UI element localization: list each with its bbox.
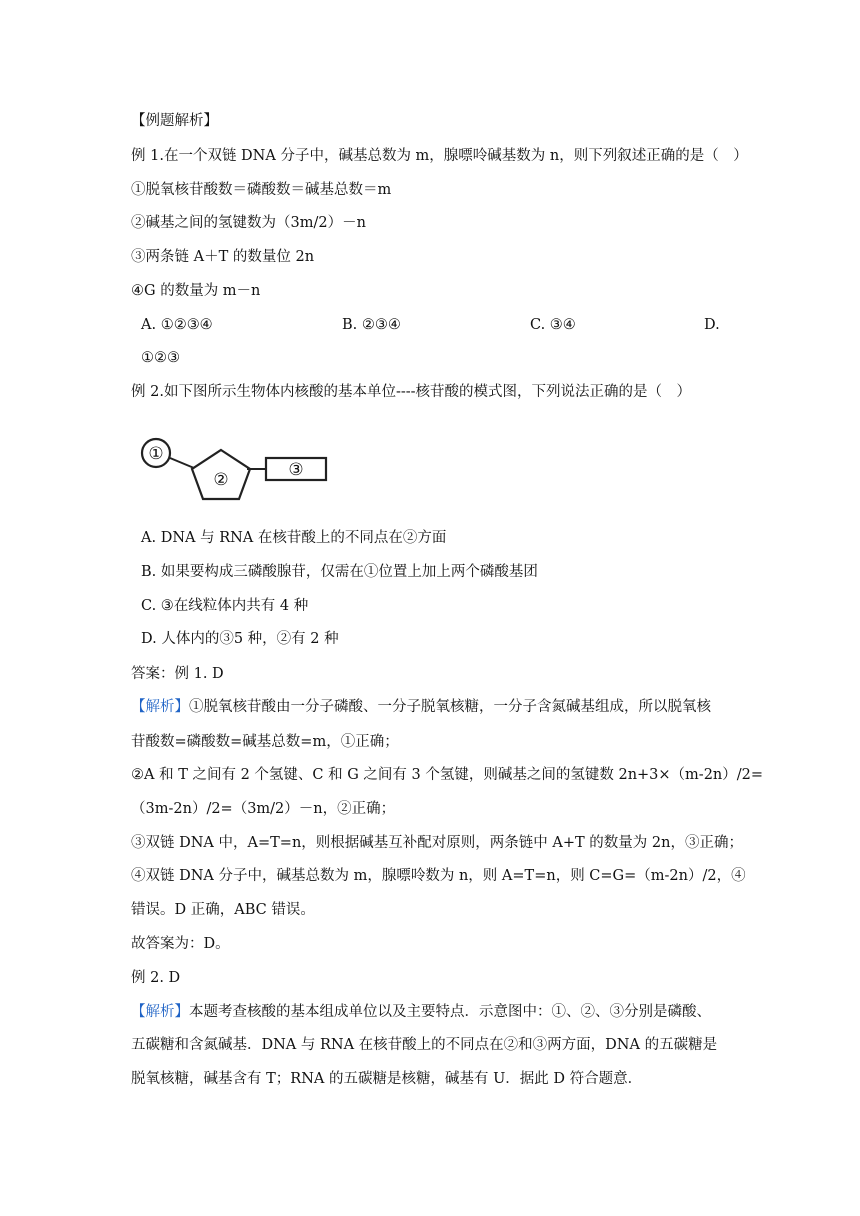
analysis-1-line-2: 苷酸数=磷酸数=碱基总数=m，①正确； <box>131 734 399 750</box>
phosphate-bond <box>170 458 194 468</box>
q2-option-d: D. 人体内的③5 种，②有 2 种 <box>141 631 339 647</box>
q1-option-d-wrap: ①②③ <box>141 350 180 366</box>
nucleotide-diagram <box>139 432 339 507</box>
q1-item-4: ④G 的数量为 m－n <box>131 283 261 299</box>
label-1: ① <box>148 444 164 464</box>
q1-item-3: ③两条链 A＋T 的数量位 2n <box>131 249 315 265</box>
q1-option-c: C. ③④ <box>530 317 576 333</box>
section-title: 【例题解析】 <box>131 113 218 129</box>
analysis-2-line-1: 【解析】本题考查核酸的基本组成单位以及主要特点．示意图中：①、②、③分别是磷酸、 <box>131 1004 711 1020</box>
label-3: ③ <box>288 460 304 480</box>
q1-option-d: D. <box>704 317 720 333</box>
q2-option-b: B. 如果要构成三磷酸腺苷，仅需在①位置上加上两个磷酸基团 <box>141 564 538 580</box>
analysis-1-line-7: 错误。D 正确，ABC 错误。 <box>131 902 315 918</box>
analysis-tag: 【解析】 <box>131 699 189 715</box>
q2-stem: 例 2.如下图所示生物体内核酸的基本单位----核苷酸的模式图，下列说法正确的是（ ） <box>131 384 692 400</box>
final-answer-1: 故答案为：D。 <box>131 936 230 952</box>
analysis-1-line-6: ④双链 DNA 分子中，碱基总数为 m，腺嘌呤数为 n，则 A=T=n，则 C=G=（m-2n）/2，④ <box>131 868 746 884</box>
analysis-1-line-4: （3m-2n）/2=（3m/2）－n，②正确； <box>131 801 396 817</box>
q1-stem: 例 1.在一个双链 DNA 分子中，碱基总数为 m，腺嘌呤碱基数为 n，则下列叙述正确的是（ ） <box>131 148 748 164</box>
answer-2: 例 2. D <box>131 970 181 986</box>
q2-option-a: A. DNA 与 RNA 在核苷酸上的不同点在②方面 <box>141 530 447 546</box>
q1-option-a: A. ①②③④ <box>141 317 213 333</box>
analysis-2-line-2: 五碳糖和含氮碱基．DNA 与 RNA 在核苷酸上的不同点在②和③两方面，DNA 的五碳糖是 <box>131 1037 718 1053</box>
q1-item-1: ①脱氧核苷酸数＝磷酸数＝碱基总数＝m <box>131 182 392 198</box>
analysis-2-line-3: 脱氧核糖，碱基含有 T；RNA 的五碳糖是核糖，碱基有 U．据此 D 符合题意． <box>131 1071 643 1087</box>
q2-option-c: C. ③在线粒体内共有 4 种 <box>141 598 309 614</box>
answer-1: 答案：例 1. D <box>131 666 224 682</box>
q1-option-b: B. ②③④ <box>342 317 401 333</box>
analysis-1-line-1: 【解析】①脱氧核苷酸由一分子磷酸、一分子脱氧核糖，一分子含氮碱基组成，所以脱氧核 <box>131 699 711 715</box>
analysis-tag: 【解析】 <box>131 1004 189 1020</box>
label-2: ② <box>213 470 229 490</box>
analysis-1-line-5: ③双链 DNA 中，A=T=n，则根据碱基互补配对原则，两条链中 A+T 的数量为 2n，③正确； <box>131 835 743 851</box>
analysis-1-line-3: ②A 和 T 之间有 2 个氢键、C 和 G 之间有 3 个氢键，则碱基之间的氢键数 2n+3×（m-2n）/2= <box>131 767 764 783</box>
q1-item-2: ②碱基之间的氢键数为（3m/2）－n <box>131 215 366 231</box>
